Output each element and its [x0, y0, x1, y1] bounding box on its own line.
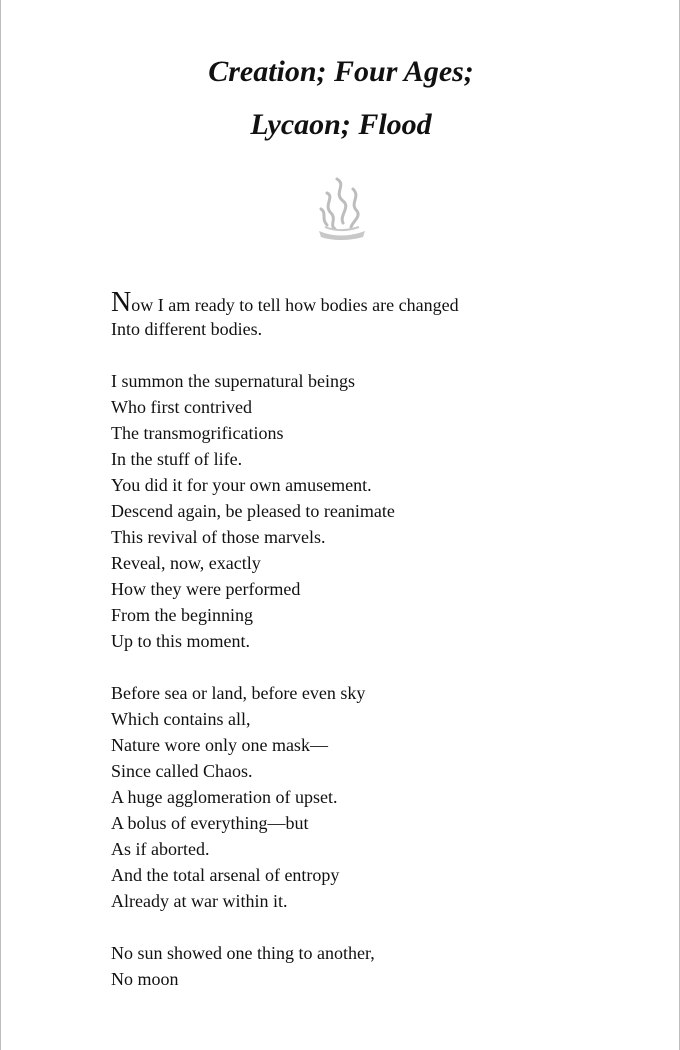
- poem-line: ow I am ready to tell how bodies are changed: [131, 295, 459, 315]
- poem-first-line: [111, 286, 631, 316]
- poem-line: You did it for your own amusement.: [111, 475, 372, 495]
- poem-line: The transmogrifications: [111, 423, 284, 443]
- chapter-title-line-2: Lycaon; Flood: [250, 108, 432, 141]
- poem-line: Since called Chaos.: [111, 761, 253, 781]
- poem-line: Before sea or land, before even sky: [111, 683, 366, 703]
- stanza-break: [111, 914, 631, 940]
- poem-line: As if aborted.: [111, 839, 210, 859]
- poem-line: I summon the supernatural beings: [111, 371, 355, 391]
- poem-line: Reveal, now, exactly: [111, 553, 261, 573]
- poem-line: From the beginning: [111, 605, 253, 625]
- stanza-break: [111, 654, 631, 680]
- drop-cap: N: [111, 287, 132, 318]
- poem-line: How they were performed: [111, 579, 301, 599]
- poem-line: No moon: [111, 969, 179, 989]
- poem-line: Who first contrived: [111, 397, 252, 417]
- poem-line: Up to this moment.: [111, 631, 250, 651]
- poem-line: This revival of those marvels.: [111, 527, 326, 547]
- poem-line: A bolus of everything—but: [111, 813, 309, 833]
- poem-line: Which contains all,: [111, 709, 251, 729]
- stanza-break: [111, 342, 631, 368]
- poem-body: [111, 286, 631, 992]
- poem-line: Already at war within it.: [111, 891, 288, 911]
- chapter-title-line-1: Creation; Four Ages;: [208, 55, 474, 88]
- poem-line: Nature wore only one mask—: [111, 735, 328, 755]
- flame-ornament-icon: [313, 175, 369, 243]
- poem-line: In the stuff of life.: [111, 449, 243, 469]
- poem-line: Descend again, be pleased to reanimate: [111, 501, 395, 521]
- poem-line: A huge agglomeration of upset.: [111, 787, 338, 807]
- poem-line: No sun showed one thing to another,: [111, 943, 375, 963]
- poem-line: Into different bodies.: [111, 319, 263, 339]
- poem-line: And the total arsenal of entropy: [111, 865, 340, 885]
